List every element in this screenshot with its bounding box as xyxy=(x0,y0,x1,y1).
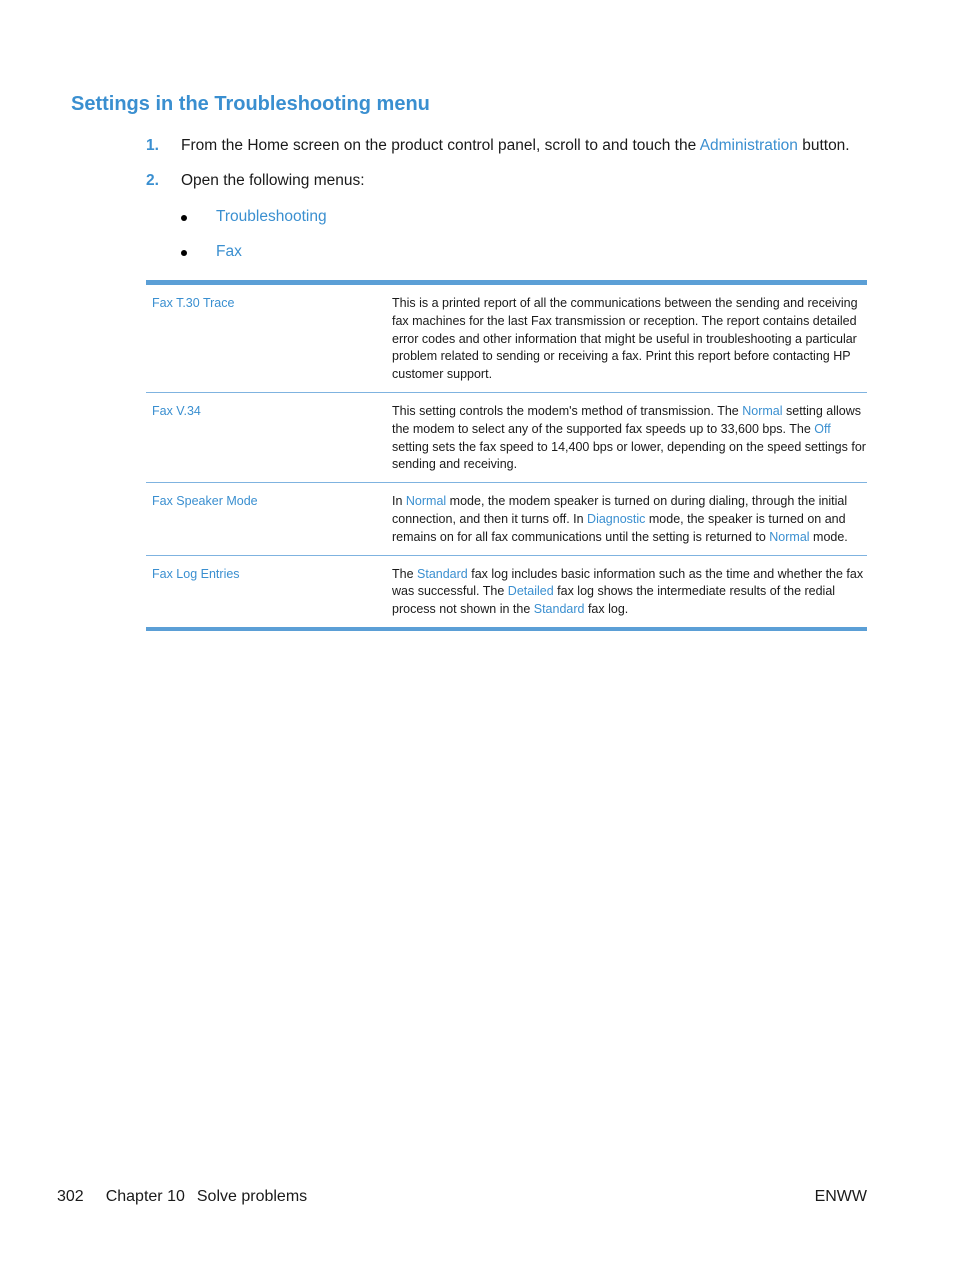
page-footer xyxy=(57,1188,307,1206)
option-off: Off xyxy=(814,421,831,436)
desc-text: The xyxy=(392,566,418,581)
administration-link[interactable]: Administration xyxy=(699,137,798,154)
chapter-label: Chapter 10 xyxy=(105,1188,185,1205)
settings-table xyxy=(146,280,867,631)
desc-text: fax log. xyxy=(584,602,629,617)
option-normal: Normal xyxy=(405,494,447,509)
desc-text: This setting controls the modem's method of transmission. The xyxy=(392,403,743,418)
setting-name: Fax Speaker Mode xyxy=(152,494,258,509)
table-row xyxy=(146,393,867,483)
table-row xyxy=(146,483,867,555)
setting-name: Fax T.30 Trace xyxy=(152,296,235,310)
setting-description xyxy=(392,566,867,619)
setting-description: This is a printed report of all the communications between the sending and receiving fax machines for the last Fax transmission or reception. The report contains detailed error codes and other information that might be useful in troubleshooting a particular problem related to sending or receiving a fax. Print this report before contacting HP customer support. xyxy=(392,296,858,382)
step-text-before: From the Home screen on the product control panel, scroll to and touch the xyxy=(181,137,700,154)
option-standard: Standard xyxy=(417,566,468,581)
chapter-title: Solve problems xyxy=(196,1188,308,1205)
setting-description xyxy=(392,493,867,546)
desc-text: fax log shows the intermediate results of the redial process not shown in the xyxy=(392,584,836,617)
step-text xyxy=(181,137,850,155)
setting-name: Fax V.34 xyxy=(152,403,201,418)
fax-link[interactable]: Fax xyxy=(216,243,242,260)
footer-edition: ENWW xyxy=(814,1188,867,1205)
table-row xyxy=(146,556,867,627)
table-row xyxy=(146,285,867,393)
step-number: 2. xyxy=(146,172,159,189)
desc-text: mode, the speaker is turned on and remains on for all fax communications until the setting is returned to xyxy=(392,511,846,544)
desc-text: setting allows the modem to select any of the supported fax speeds up to 33,600 bps. The xyxy=(392,403,862,436)
option-detailed: Detailed xyxy=(507,584,554,599)
option-normal: Normal xyxy=(742,403,783,418)
troubleshooting-link[interactable]: Troubleshooting xyxy=(216,208,327,225)
step-number: 1. xyxy=(146,137,159,154)
desc-text: mode, the modem speaker is turned on during dialing, through the initial connection, and then it turns off. In xyxy=(392,494,848,526)
desc-text: setting sets the fax speed to 14,400 bps or lower, depending on the speed settings for sending and receiving. xyxy=(392,439,866,472)
step-text: Open the following menus: xyxy=(181,172,365,189)
desc-text: In xyxy=(392,494,406,509)
page-title: Settings in the Troubleshooting menu xyxy=(71,93,430,115)
desc-text: fax log includes basic information such as the time and whether the fax was successful. The xyxy=(392,566,864,599)
option-normal: Normal xyxy=(769,529,810,544)
desc-text: mode. xyxy=(809,529,848,544)
setting-name: Fax Log Entries xyxy=(152,566,240,581)
option-standard: Standard xyxy=(533,602,585,617)
bullet-icon xyxy=(181,215,187,221)
option-diagnostic: Diagnostic xyxy=(587,511,646,526)
page-number: 302 xyxy=(57,1188,84,1205)
step-text-after: button. xyxy=(797,137,850,154)
bullet-icon xyxy=(181,250,187,256)
setting-description xyxy=(392,403,867,474)
